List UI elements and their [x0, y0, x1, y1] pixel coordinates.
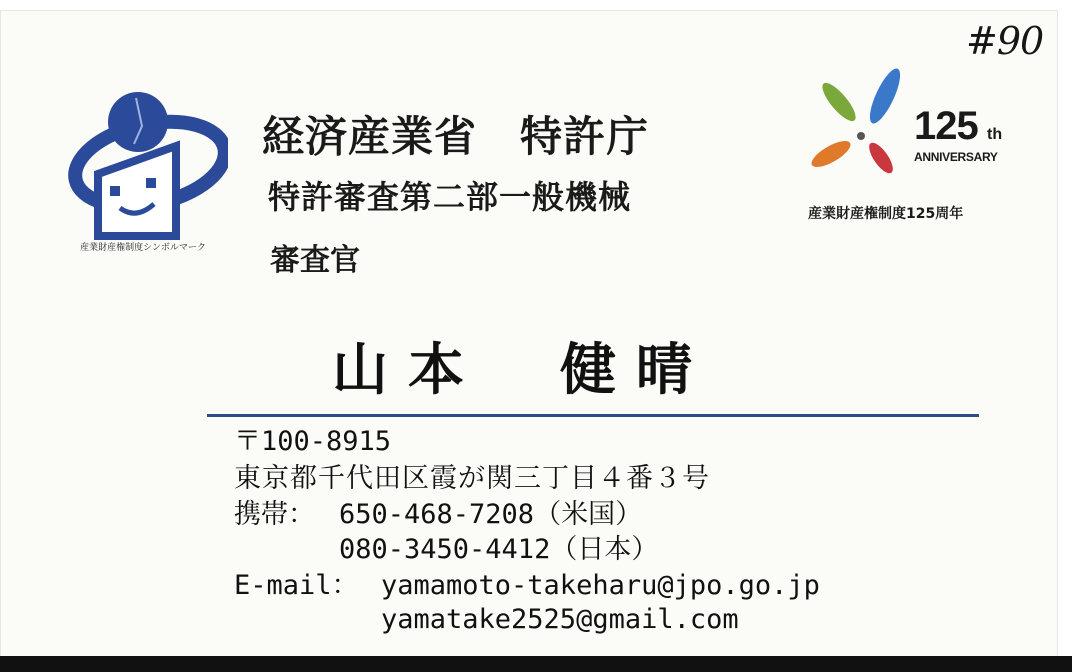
- department-name: 特許審査第二部一般機械: [268, 178, 632, 216]
- handwritten-note: #90: [966, 19, 1044, 63]
- postal-code: 〒100-8915: [234, 426, 392, 457]
- scan-edge-bottom: [0, 656, 1072, 672]
- person-name: 山本 健晴: [332, 338, 712, 403]
- email-label: E-mail：: [234, 570, 359, 601]
- anniversary-caption: 産業財産権制度125周年: [808, 206, 964, 222]
- industrial-property-symbol-icon: [58, 86, 228, 256]
- ministry-name: 経済産業省 特許庁: [262, 112, 650, 161]
- street-address: 東京都千代田区霞が関三丁目４番３号: [234, 463, 710, 494]
- email-work: yamamoto-takeharu@jpo.go.jp: [381, 570, 820, 601]
- mobile-label: 携帯：: [234, 499, 315, 530]
- divider-line: [207, 414, 979, 417]
- mobile-number-us: 650-468-7208（米国）: [339, 499, 643, 530]
- anniversary-word: ANNIVERSARY: [914, 150, 998, 164]
- scan-margin-right: [1058, 0, 1072, 660]
- anniversary-flower-icon: [805, 58, 915, 188]
- symbol-mark-caption: 産業財産権制度シンボルマーク: [80, 243, 206, 253]
- job-title: 審査官: [270, 243, 360, 278]
- mobile-number-japan: 080-3450-4412（日本）: [339, 534, 659, 565]
- anniversary-number: 125: [914, 104, 978, 148]
- email-personal: yamatake2525@gmail.com: [381, 604, 739, 635]
- anniversary-suffix: th: [987, 126, 1003, 143]
